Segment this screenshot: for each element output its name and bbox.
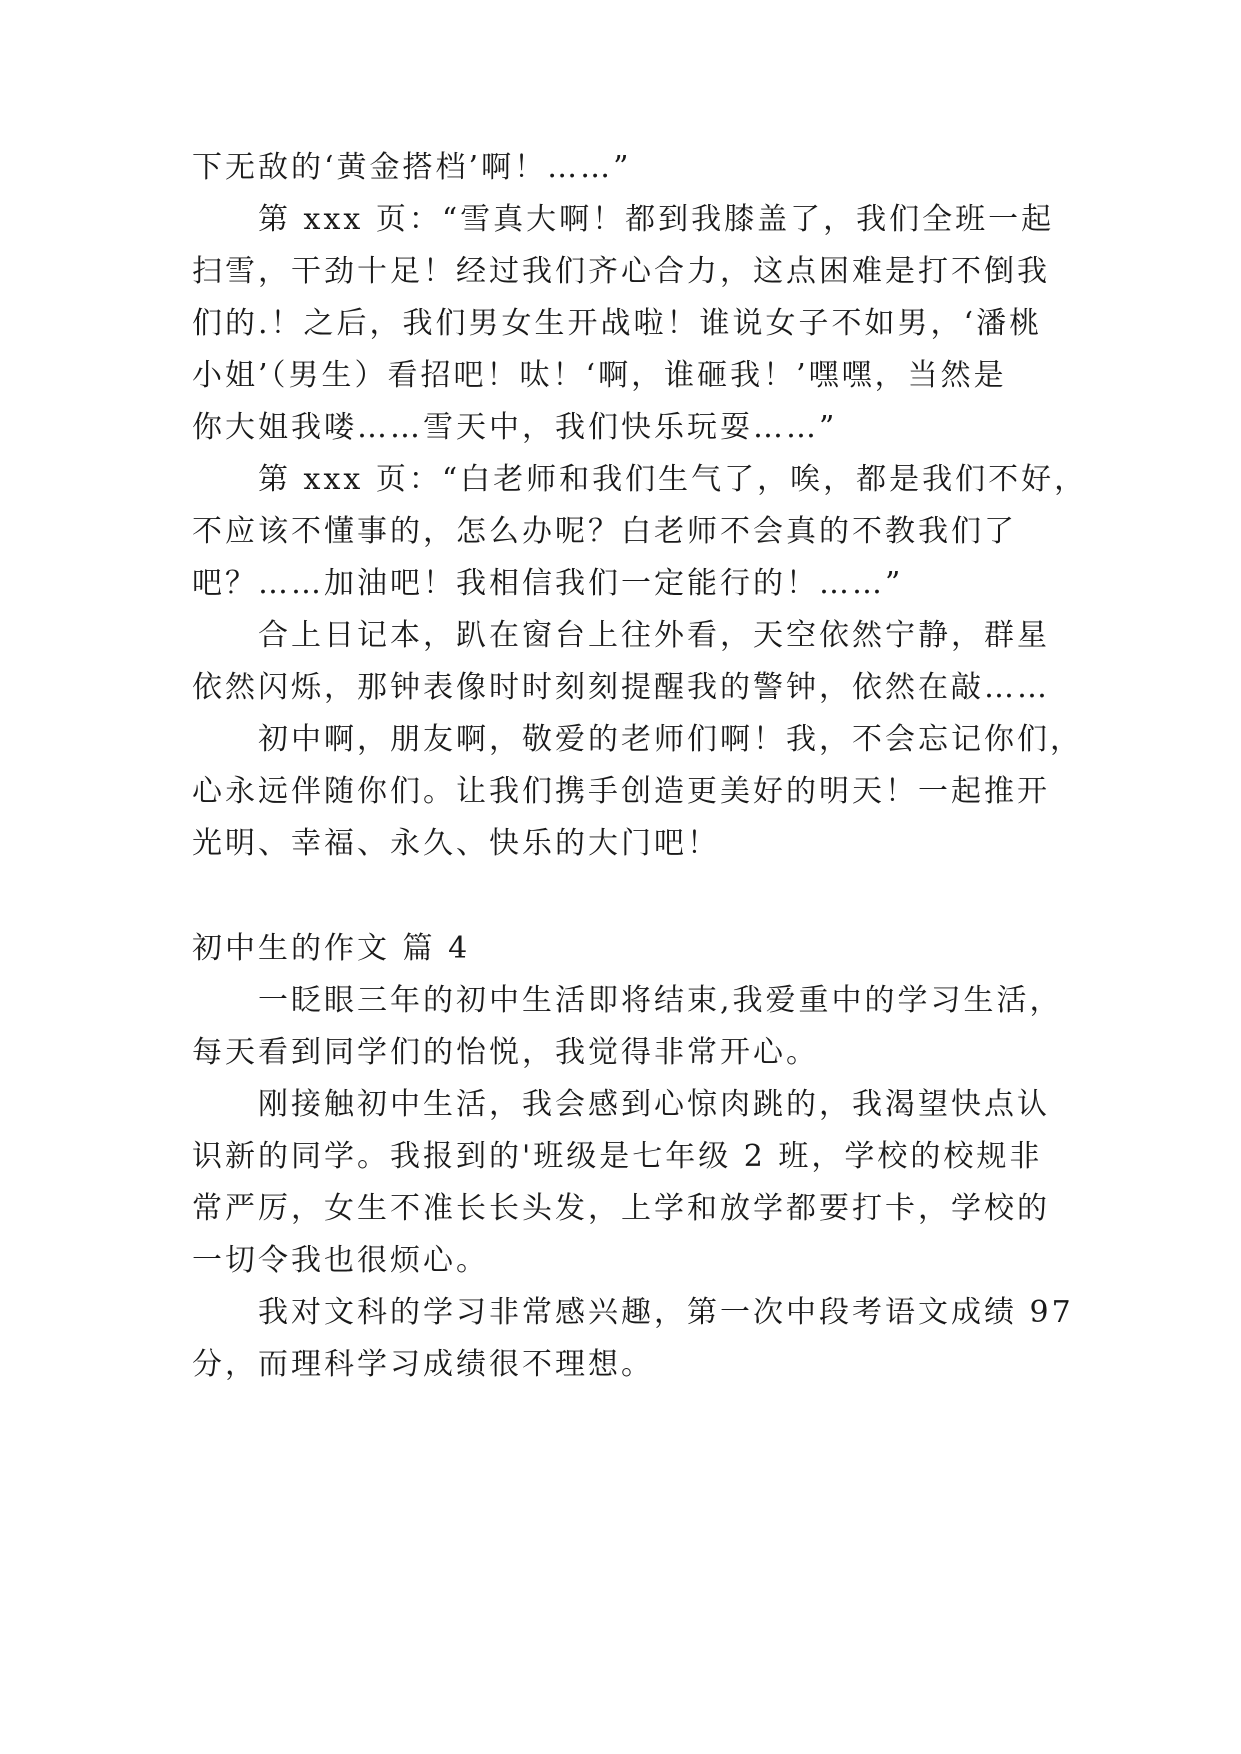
text-line: 分，而理科学习成绩很不理想。 (192, 1347, 654, 1382)
text-line: 一切令我也很烦心。 (192, 1243, 489, 1278)
text-line: 常严厉，女生不准长长头发，上学和放学都要打卡，学校的 (192, 1191, 1050, 1226)
text-line: 光明、幸福、永久、快乐的大门吧！ (192, 826, 720, 861)
text-line: 刚接触初中生活，我会感到心惊肉跳的，我渴望快点认 (258, 1087, 1050, 1122)
text-line: 第 xxx 页：“白老师和我们生气了，唉，都是我们不好， (258, 462, 1088, 497)
text-line: 小姐’（男生）看招吧！呔！‘啊，谁砸我！’嘿嘿，当然是 (192, 358, 1007, 393)
text-line: 不应该不懂事的，怎么办呢？白老师不会真的不教我们了 (192, 514, 1017, 549)
text-line: 扫雪，干劲十足！经过我们齐心合力，这点困难是打不倒我 (192, 254, 1050, 289)
text-line: 合上日记本，趴在窗台上往外看，天空依然宁静，群星 (258, 618, 1050, 653)
text-line: 们的.！之后，我们男女生开战啦！谁说女子不如男，‘潘桃 (192, 306, 1043, 341)
section-heading: 初中生的作文 篇 4 (192, 931, 471, 966)
text-line: 一眨眼三年的初中生活即将结束,我爱重中的学习生活， (258, 983, 1063, 1018)
text-line: 下无敌的‘黄金搭档’啊！……” (192, 150, 632, 185)
text-line: 初中啊，朋友啊，敬爱的老师们啊！我，不会忘记你们， (258, 722, 1083, 757)
text-line: 你大姐我喽……雪天中，我们快乐玩耍……” (192, 410, 838, 445)
text-line: 我对文科的学习非常感兴趣，第一次中段考语文成绩 97 (258, 1295, 1074, 1330)
text-line: 心永远伴随你们。让我们携手创造更美好的明天！一起推开 (192, 774, 1050, 809)
text-line: 吧？……加油吧！我相信我们一定能行的！……” (192, 566, 904, 601)
text-line: 第 xxx 页：“雪真大啊！都到我膝盖了，我们全班一起 (258, 202, 1055, 237)
text-line: 依然闪烁，那钟表像时时刻刻提醒我的警钟，依然在敲…… (192, 670, 1050, 705)
text-line: 每天看到同学们的怡悦，我觉得非常开心。 (192, 1035, 819, 1070)
text-line: 识新的同学。我报到的'班级是七年级 2 班，学校的校规非 (192, 1139, 1043, 1174)
